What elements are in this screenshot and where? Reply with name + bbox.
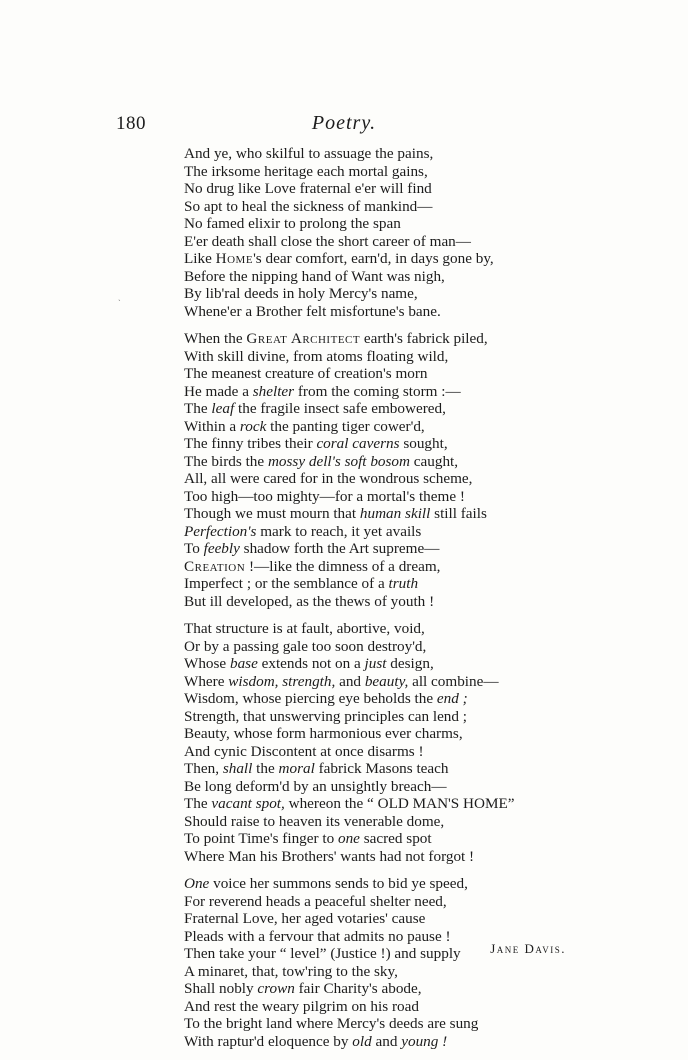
poem-line bbox=[184, 795, 604, 813]
poem-body bbox=[184, 145, 604, 1060]
poem-line bbox=[184, 893, 604, 911]
running-head: Poetry. bbox=[311, 112, 377, 134]
line-segment: The birds the bbox=[184, 452, 268, 470]
poem-line bbox=[184, 418, 604, 436]
line-segment: The bbox=[184, 400, 212, 417]
line-segment: young ! bbox=[401, 1032, 448, 1050]
line-segment: one bbox=[337, 830, 360, 847]
poem-line bbox=[184, 233, 604, 251]
line-segment: When the bbox=[184, 330, 247, 347]
line-segment: just bbox=[364, 655, 387, 672]
line-segment: from the coming storm :— bbox=[294, 382, 461, 400]
poem-line bbox=[184, 330, 604, 348]
line-segment: Then, bbox=[184, 760, 223, 777]
poem-line bbox=[184, 998, 604, 1016]
poem-line bbox=[184, 488, 604, 506]
poem-line bbox=[184, 198, 604, 216]
poem-line bbox=[184, 638, 604, 656]
line-segment: Where Man his Brothers' wants had not forgot ! bbox=[184, 847, 475, 865]
line-segment: But ill developed, as the thews of youth ! bbox=[184, 592, 435, 610]
poem-line bbox=[184, 505, 604, 523]
poem-line bbox=[184, 453, 604, 471]
line-segment: With skill divine, from atoms floating wild, bbox=[184, 347, 449, 365]
line-segment: Whene'er a Brother felt misfortune's bane. bbox=[184, 302, 441, 320]
line-segment: Like bbox=[184, 250, 216, 267]
line-segment: Perfection's bbox=[184, 522, 257, 540]
line-segment: That structure is at fault, abortive, void, bbox=[184, 620, 425, 637]
poem-line bbox=[184, 848, 604, 866]
line-segment: mossy dell's soft bosom bbox=[267, 452, 410, 470]
line-segment: Too high—too mighty—for a mortal's theme ! bbox=[184, 487, 465, 505]
line-segment: beauty, bbox=[364, 672, 409, 690]
poem-line bbox=[184, 655, 604, 673]
margin-mark: ˎ bbox=[118, 292, 121, 301]
poem-line bbox=[184, 708, 604, 726]
line-segment: No famed elixir to prolong the span bbox=[184, 215, 401, 232]
poem-line bbox=[184, 875, 604, 893]
poem-line bbox=[184, 250, 604, 268]
line-segment: Beauty, whose form harmonious ever charms, bbox=[184, 725, 463, 742]
poem-line bbox=[184, 963, 604, 981]
poem-line bbox=[184, 215, 604, 233]
line-segment: To the bright land where Mercy's deeds are sung bbox=[184, 1015, 479, 1032]
poem-line bbox=[184, 725, 604, 743]
line-segment: He made a bbox=[184, 382, 253, 400]
line-segment: No drug like Love fraternal e'er will find bbox=[184, 180, 432, 197]
line-segment: Then take your “ level” (Justice !) and supply bbox=[184, 945, 461, 962]
line-segment: Great Architect bbox=[246, 330, 361, 347]
poem-line bbox=[184, 910, 604, 928]
line-segment: shelter bbox=[252, 382, 295, 400]
line-segment: Creation bbox=[184, 557, 246, 575]
line-segment: rock bbox=[239, 417, 267, 435]
poem-line bbox=[184, 383, 604, 401]
line-segment: !—like the dimness of a dream, bbox=[245, 557, 441, 575]
poem-line bbox=[184, 980, 604, 998]
stanza bbox=[184, 620, 604, 865]
line-segment: Shall nobly bbox=[184, 980, 258, 997]
poem-line bbox=[184, 470, 604, 488]
line-segment: Wisdom, whose piercing eye beholds the bbox=[184, 690, 437, 707]
line-segment: The irksome heritage each mortal gains, bbox=[184, 162, 428, 180]
line-segment: moral bbox=[278, 760, 315, 777]
line-segment: Should raise to heaven its venerable dome, bbox=[184, 812, 445, 830]
line-segment: One bbox=[184, 875, 210, 892]
line-segment: The meanest creature of creation's morn bbox=[184, 365, 428, 382]
line-segment: crown bbox=[257, 980, 295, 997]
line-segment: old bbox=[352, 1032, 372, 1050]
poem-line bbox=[184, 1015, 604, 1033]
line-segment: The finny tribes their bbox=[184, 435, 317, 452]
line-segment: Whose bbox=[184, 655, 230, 672]
line-segment: Be long deform'd by an unsightly breach— bbox=[184, 777, 447, 795]
poem-line bbox=[184, 558, 604, 576]
line-segment: A minaret, that, tow'ring to the sky, bbox=[184, 962, 398, 980]
line-segment: shall bbox=[222, 760, 253, 777]
line-segment: Home bbox=[215, 250, 254, 267]
poem-line bbox=[184, 435, 604, 453]
line-segment: feebly bbox=[203, 540, 240, 557]
line-segment: To point Time's finger to bbox=[184, 830, 338, 847]
stanza bbox=[184, 145, 604, 320]
line-segment: fabrick Masons teach bbox=[314, 760, 449, 777]
line-segment: still fails bbox=[430, 505, 487, 522]
line-segment: caught, bbox=[410, 452, 459, 470]
line-segment: With raptur'd eloquence by bbox=[184, 1032, 353, 1050]
line-segment: coral caverns bbox=[316, 435, 400, 452]
line-segment: base bbox=[229, 655, 258, 672]
line-segment: E'er death shall close the short career of man— bbox=[184, 232, 471, 250]
line-segment: the panting tiger cower'd, bbox=[266, 417, 425, 435]
poem-line bbox=[184, 1033, 604, 1051]
line-segment: Though we must mourn that bbox=[184, 505, 360, 522]
line-segment: Imperfect ; or the semblance of a bbox=[184, 575, 389, 592]
line-segment: the fragile insect safe embowered, bbox=[234, 400, 446, 417]
line-segment: 's dear comfort, earn'd, in days gone by, bbox=[253, 250, 494, 267]
poem-line bbox=[184, 813, 604, 831]
line-segment: vacant spot, bbox=[211, 795, 285, 812]
line-segment: wisdom, strength, bbox=[228, 672, 336, 690]
poem-line bbox=[184, 673, 604, 691]
author-signature: Jane Davis. bbox=[490, 941, 566, 956]
poem-line bbox=[184, 540, 604, 558]
poem-line bbox=[184, 365, 604, 383]
stanza bbox=[184, 875, 604, 1050]
line-segment: For reverend heads a peaceful shelter need, bbox=[184, 892, 447, 910]
line-segment: And rest the weary pilgrim on his road bbox=[184, 997, 419, 1015]
line-segment: Or by a passing gale too soon destroy'd, bbox=[184, 637, 427, 655]
line-segment: Strength, that unswerving principles can lend ; bbox=[184, 707, 468, 725]
line-segment: the bbox=[252, 760, 279, 777]
line-segment: And ye, who skilful to assuage the pains, bbox=[184, 145, 434, 162]
line-segment: The bbox=[184, 795, 212, 812]
line-segment: To bbox=[184, 540, 204, 557]
poem-line bbox=[184, 690, 604, 708]
poem-line bbox=[184, 743, 604, 761]
poem-line bbox=[184, 575, 604, 593]
poem-line bbox=[184, 760, 604, 778]
line-segment: fair Charity's abode, bbox=[294, 980, 422, 997]
line-segment: and bbox=[371, 1032, 402, 1050]
poem-line bbox=[184, 285, 604, 303]
line-segment: shadow forth the Art supreme— bbox=[239, 540, 440, 557]
poem-line bbox=[184, 163, 604, 181]
poem-line bbox=[184, 523, 604, 541]
line-segment: end ; bbox=[436, 690, 468, 707]
poem-line bbox=[184, 268, 604, 286]
line-segment: Pleads with a fervour that admits no pause ! bbox=[184, 927, 451, 945]
line-segment: Where bbox=[184, 672, 229, 690]
line-segment: whereon the “ OLD MAN'S HOME” bbox=[284, 795, 515, 812]
line-segment: earth's fabrick piled, bbox=[360, 330, 488, 347]
line-segment: human skill bbox=[359, 505, 431, 522]
line-segment: And cynic Discontent at once disarms ! bbox=[184, 742, 424, 760]
line-segment: Before the nipping hand of Want was nigh, bbox=[184, 267, 445, 285]
line-segment: all combine— bbox=[408, 672, 499, 690]
line-segment: sacred spot bbox=[359, 830, 432, 847]
poem-line bbox=[184, 830, 604, 848]
line-segment: Fraternal Love, her aged votaries' cause bbox=[184, 910, 426, 927]
line-segment: mark to reach, it yet avails bbox=[256, 522, 422, 540]
line-segment: By lib'ral deeds in holy Mercy's name, bbox=[184, 285, 418, 302]
stanza bbox=[184, 330, 604, 610]
poem-line bbox=[184, 778, 604, 796]
line-segment: leaf bbox=[211, 400, 235, 417]
line-segment: Within a bbox=[184, 417, 240, 435]
poem-line bbox=[184, 348, 604, 366]
line-segment: voice her summons sends to bid ye speed, bbox=[209, 875, 468, 892]
page-number: 180 bbox=[116, 113, 146, 134]
line-segment: All, all were cared for in the wondrous scheme, bbox=[184, 470, 473, 487]
line-segment: and bbox=[335, 672, 365, 690]
line-segment: design, bbox=[386, 655, 434, 672]
line-segment: So apt to heal the sickness of mankind— bbox=[184, 197, 433, 215]
line-segment: sought, bbox=[399, 435, 448, 452]
poem-line bbox=[184, 620, 604, 638]
line-segment: truth bbox=[388, 575, 419, 592]
poem-line bbox=[184, 180, 604, 198]
poem-line bbox=[184, 145, 604, 163]
poem-line bbox=[184, 400, 604, 418]
poem-line bbox=[184, 593, 604, 611]
poem-line bbox=[184, 303, 604, 321]
line-segment: extends not on a bbox=[257, 655, 365, 672]
